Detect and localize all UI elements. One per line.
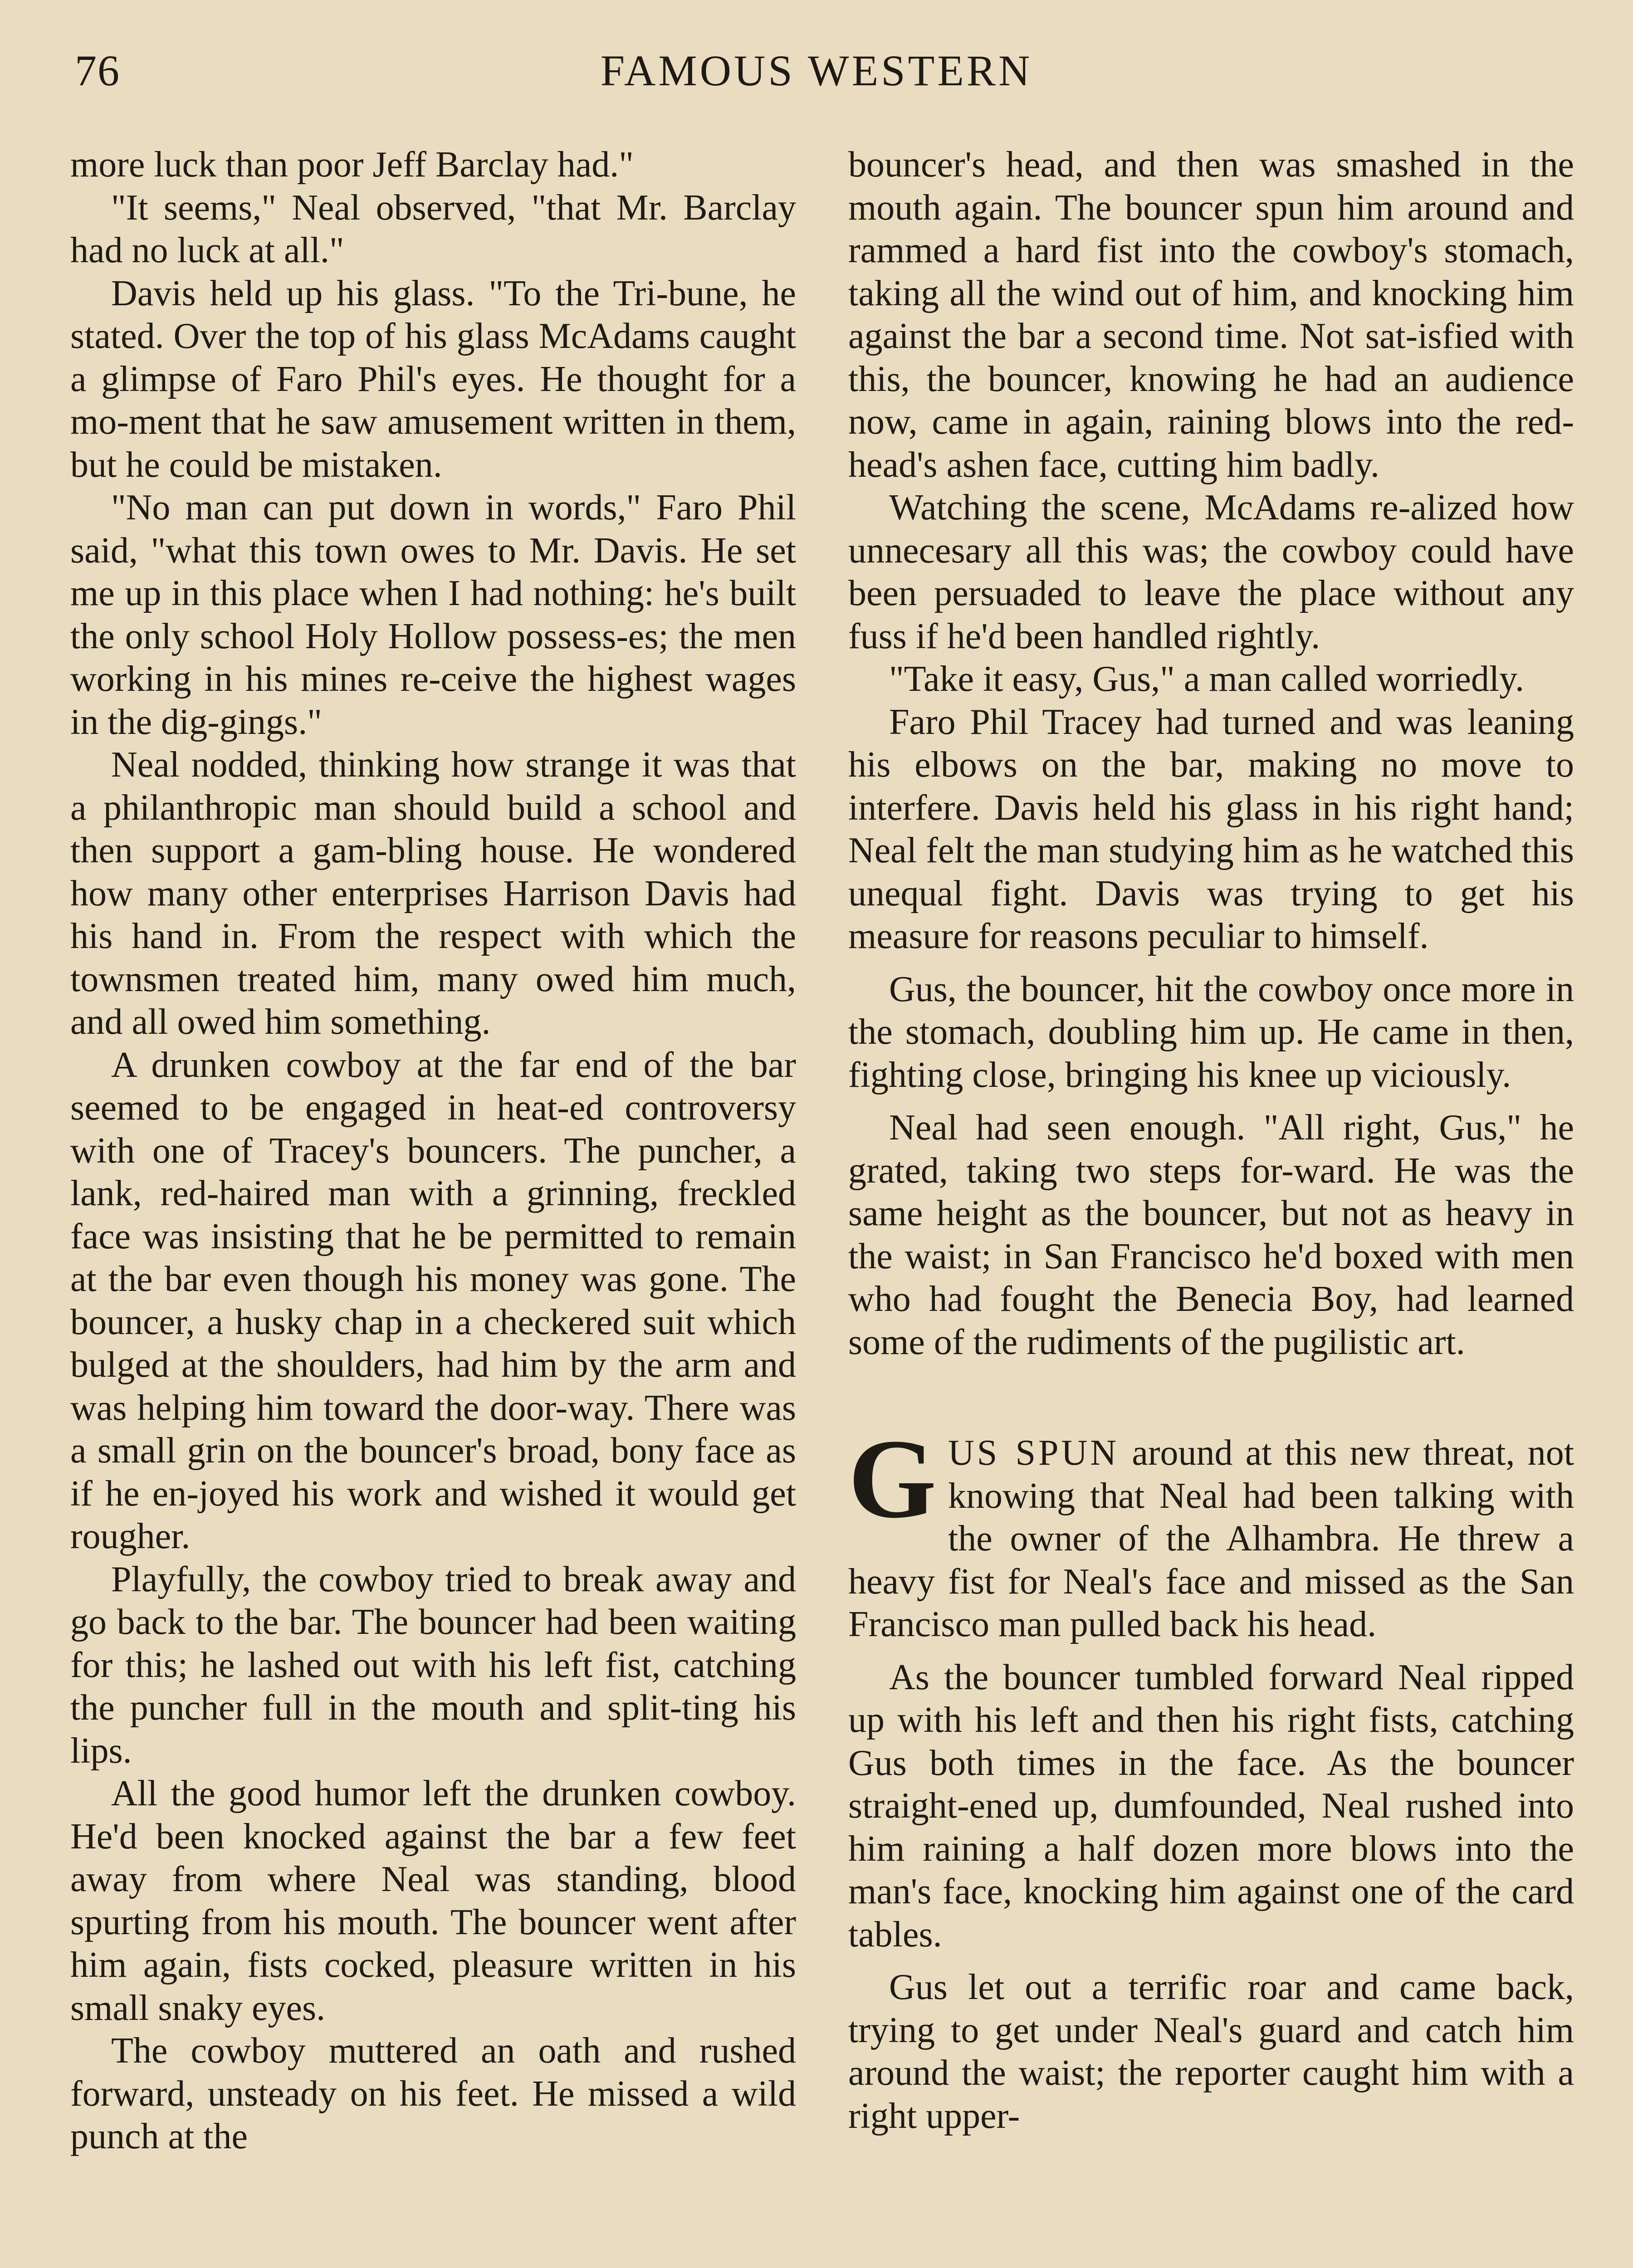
drop-cap: G [848, 1416, 937, 1542]
paragraph: Neal had seen enough. "All right, Gus," he grated, taking two steps for-ward. He was the same height as the bouncer, but not as heavy in the waist; in San Francisco he'd boxed with men who had fought the Benecia Boy, had learned some of the rudiments of the pugilistic art. [848, 1108, 1574, 1362]
lead-in-text: around at this new threat, not knowing that Neal had been talking with the owner of the Alhambra. He threw a heavy fist for Neal's face and missed as the San Francisco man pulled back his head. [848, 1433, 1574, 1644]
paragraph: All the good humor left the drunken cowboy. He'd been knocked against the bar a few feet away from where Neal was standing, blood spurting from his mouth. The bouncer went after him again, fists cocked, pleasure written in his small snaky eyes. [70, 1774, 796, 2028]
paragraph: A drunken cowboy at the far end of the bar seemed to be engaged in heat-ed controversy with one of Tracey's bouncers. The puncher, a lank, red-haired man with a grinning, freckled face was insisting that he be permitted to remain at the bar even though his money was gone. The bouncer, a husky chap in a checkered suit which bulged at the shoulders, had him by the arm and was helping him toward the door-way. There was a small grin on the bouncer's broad, bony face as if he en-joyed his work and wished it would get rougher. [70, 1045, 796, 1556]
paragraph: Davis held up his glass. "To the Tri-bune, he stated. Over the top of his glass McAdams caught a glimpse of Faro Phil's eyes. He thought for a mo-ment that he saw amusement written in them, but he could be mistaken. [70, 273, 796, 485]
paragraph: As the bouncer tumbled forward Neal ripped up with his left and then his right fists, catching Gus both times in the face. As the bouncer straight-ened up, dumfounded, Neal rushed into him raining a half dozen more blows into the man's face, knocking him against one of the card tables. [848, 1657, 1574, 1955]
paragraph: Playfully, the cowboy tried to break away and go back to the bar. The bouncer had been waiting for this; he lashed out with his left fist, catching the puncher full in the mouth and split-ting his lips. [70, 1559, 796, 1771]
section-lead-paragraph [848, 1416, 1574, 1646]
paragraph: "It seems," Neal observed, "that Mr. Barclay had no luck at all." [70, 187, 796, 270]
paragraph: Watching the scene, McAdams re-alized how unnecesary all this was; the cowboy could have been persuaded to leave the place without any fuss if he'd been handled rightly. [848, 488, 1574, 656]
page-header [0, 45, 1633, 100]
right-column [848, 143, 1574, 2137]
paragraph: Faro Phil Tracey had turned and was leaning his elbows on the bar, making no move to interfere. Davis held his glass in his right hand; Neal felt the man studying him as he watched this unequal fight. Davis was trying to get his measure for reasons peculiar to himself. [848, 702, 1574, 956]
running-head: FAMOUS WESTERN [600, 46, 1033, 95]
paragraph: more luck than poor Jeff Barclay had." [70, 145, 634, 185]
left-column [70, 143, 796, 2158]
paragraph: Neal nodded, thinking how strange it was that a philanthropic man should build a school and then support a gam-bling house. He wondered how many other enterprises Harrison Davis had his hand in. From the respect with which the townsmen treated him, many owed him much, and all owed him something. [70, 745, 796, 1042]
paragraph: "No man can put down in words," Faro Phil said, "what this town owes to Mr. Davis. He set me up in this place when I had nothing: he's built the only school Holy Hollow possess-es; the men working in his mines re-ceive the highest wages in the dig-gings." [70, 488, 796, 742]
paragraph: "Take it easy, Gus," a man called worriedly. [889, 659, 1524, 699]
paragraph: Gus, the bouncer, hit the cowboy once more in the stomach, doubling him up. He came in then, fighting close, bringing his knee up viciously. [848, 969, 1574, 1095]
page-number: 76 [75, 46, 120, 95]
lead-in-caps: US SPUN [948, 1433, 1120, 1473]
paragraph: bouncer's head, and then was smashed in the mouth again. The bouncer spun him around and rammed a hard fist into the cowboy's stomach, taking all the wind out of him, and knocking him against the bar a second time. Not sat-isfied with this, the bouncer, knowing he had an audience now, came in again, raining blows into the red-head's ashen face, cutting him badly. [848, 145, 1574, 485]
paragraph: The cowboy muttered an oath and rushed forward, unsteady on his feet. He missed a wild punch at the [70, 2031, 796, 2156]
paragraph: Gus let out a terrific roar and came back, trying to get under Neal's guard and catch him around the waist; the reporter caught him with a right upper- [848, 1967, 1574, 2136]
